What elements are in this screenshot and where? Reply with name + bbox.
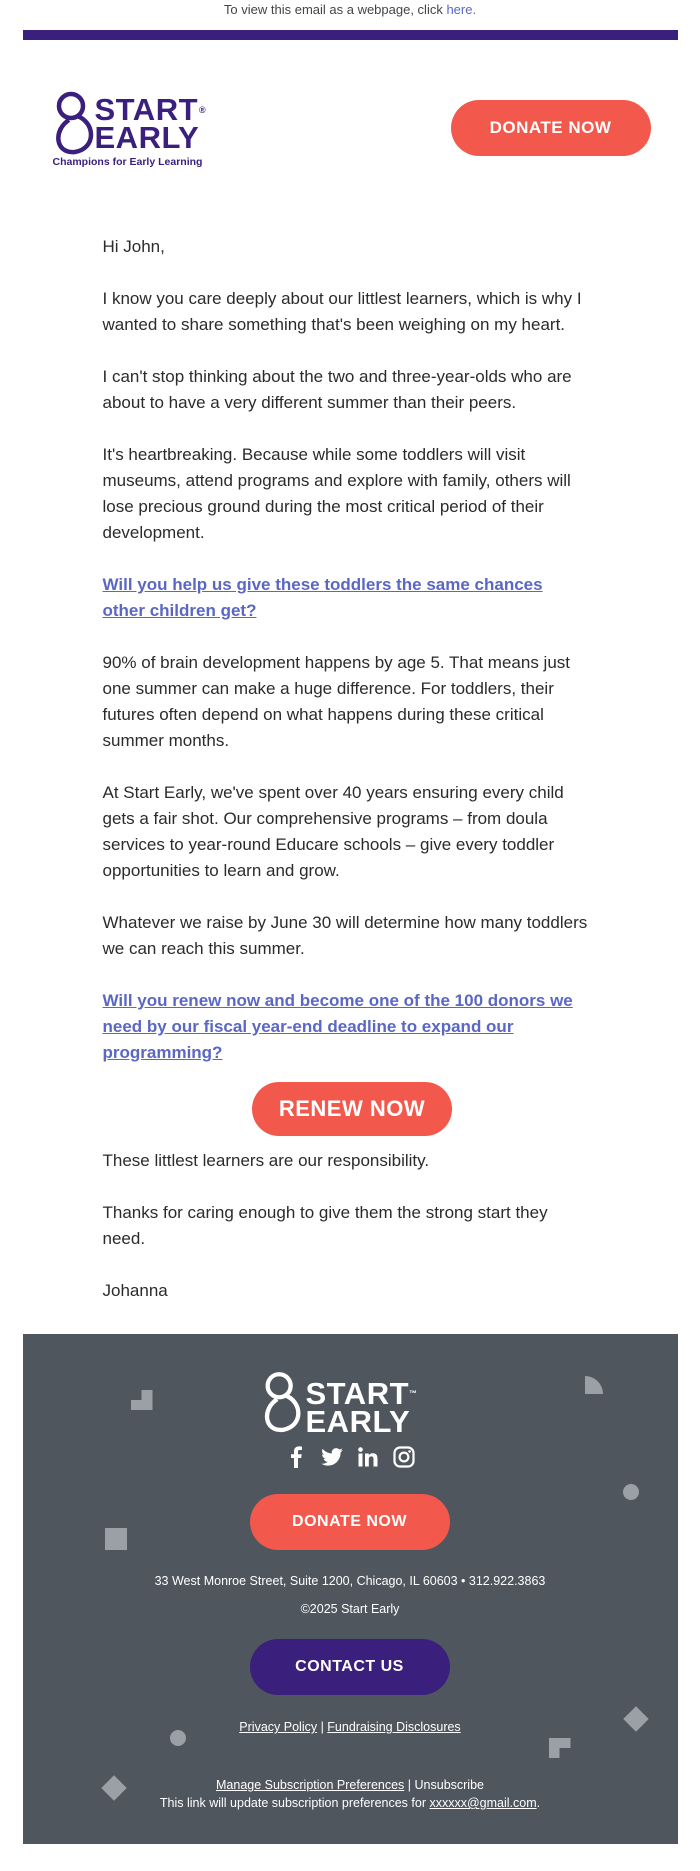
renew-now-button[interactable]: RENEW NOW — [252, 1082, 452, 1136]
paragraph-8: Thanks for caring enough to give them the strong start they need. — [102, 1203, 548, 1248]
paragraph-3: It's heartbreaking. Because while some toddlers will visit museums, attend programs and explore with family, others will lose precious ground during the most critical period of their development. — [102, 445, 571, 542]
footer-logo-mark-icon — [260, 1370, 306, 1436]
legal-separator: | — [317, 1720, 328, 1734]
decor-shape — [549, 1738, 571, 1758]
top-accent-bar — [23, 30, 678, 40]
header-donate-button[interactable]: DONATE NOW — [451, 100, 651, 156]
signature: Johanna — [102, 1281, 168, 1300]
instagram-icon[interactable] — [391, 1444, 417, 1470]
paragraph-2: I can't stop thinking about the two and three-year-olds who are about to have a very different summer than their peers. — [102, 367, 572, 412]
unsubscribe-text[interactable]: Unsubscribe — [414, 1778, 484, 1792]
preheader — [0, 0, 700, 30]
paragraph-6: Whatever we raise by June 30 will determine how many toddlers we can reach this summer. — [102, 913, 588, 958]
manage-subscription-link[interactable]: Manage Subscription Preferences — [216, 1778, 405, 1792]
email-footer — [23, 1334, 678, 1844]
footer-logo[interactable] — [260, 1370, 450, 1440]
footer-update-note: This link will update subscription preferences for xxxxxx@gmail.com. — [159, 1796, 541, 1810]
start-early-logo[interactable] — [51, 88, 231, 168]
paragraph-1: I know you care deeply about our littlest learners, which is why I wanted to share something that's been weighing on my heart. — [102, 289, 582, 334]
logo-tagline: Champions for Early Learning — [52, 156, 203, 168]
social-links — [23, 1444, 678, 1470]
contact-us-button[interactable]: CONTACT US — [250, 1639, 450, 1695]
update-text: This link will update subscription preferences for — [159, 1796, 430, 1810]
facebook-icon[interactable] — [283, 1444, 309, 1470]
footer-legal-links — [23, 1720, 678, 1734]
cta-link-renew-donors[interactable]: Will you renew now and become one of the 100 donors we need by our fiscal year-end deadline to expand our programming? — [102, 991, 573, 1062]
footer-donate-button[interactable]: DONATE NOW — [250, 1494, 450, 1550]
footer-subscription-links — [23, 1778, 678, 1792]
email-header — [23, 40, 678, 200]
view-webpage-link[interactable]: here. — [446, 2, 477, 17]
preheader-text: To view this email as a webpage, click — [223, 2, 447, 17]
footer-address: 33 West Monroe Street, Suite 1200, Chicago, IL 60603 • 312.922.3863 — [154, 1574, 546, 1588]
linkedin-icon[interactable] — [355, 1444, 381, 1470]
footer-logo-wordmark: START™ EARLY — [305, 1376, 418, 1439]
paragraph-4: 90% of brain development happens by age 5. That means just one summer can make a huge difference. For toddlers, their futures often depend on what happens during these critical summer months. — [102, 653, 570, 750]
subscriber-email-link[interactable]: xxxxxx@gmail.com — [429, 1796, 537, 1810]
logo-wordmark: START® EARLY — [94, 92, 207, 155]
fundraising-disclosures-link[interactable]: Fundraising Disclosures — [327, 1720, 461, 1734]
decor-shape — [623, 1484, 639, 1500]
cta-link-same-chances[interactable]: Will you help us give these toddlers the same chances other children get? — [102, 575, 543, 620]
email-container — [23, 30, 678, 1844]
subscription-separator: | — [404, 1778, 415, 1792]
decor-shape — [105, 1528, 127, 1550]
privacy-policy-link[interactable]: Privacy Policy — [239, 1720, 318, 1734]
decor-shape — [585, 1376, 603, 1394]
footer-copyright: ©2025 Start Early — [300, 1602, 400, 1616]
greeting: Hi John, — [102, 237, 165, 256]
paragraph-7: These littlest learners are our responsibility. — [102, 1151, 430, 1170]
paragraph-5: At Start Early, we've spent over 40 years ensuring every child gets a fair shot. Our comprehensive programs – from doula services to year-round Educare schools – give every toddler opportunities to learn and grow. — [102, 783, 564, 880]
logo-mark-icon — [51, 90, 99, 158]
email-body — [23, 200, 678, 1304]
decor-shape — [131, 1390, 153, 1410]
twitter-icon[interactable] — [319, 1444, 345, 1470]
